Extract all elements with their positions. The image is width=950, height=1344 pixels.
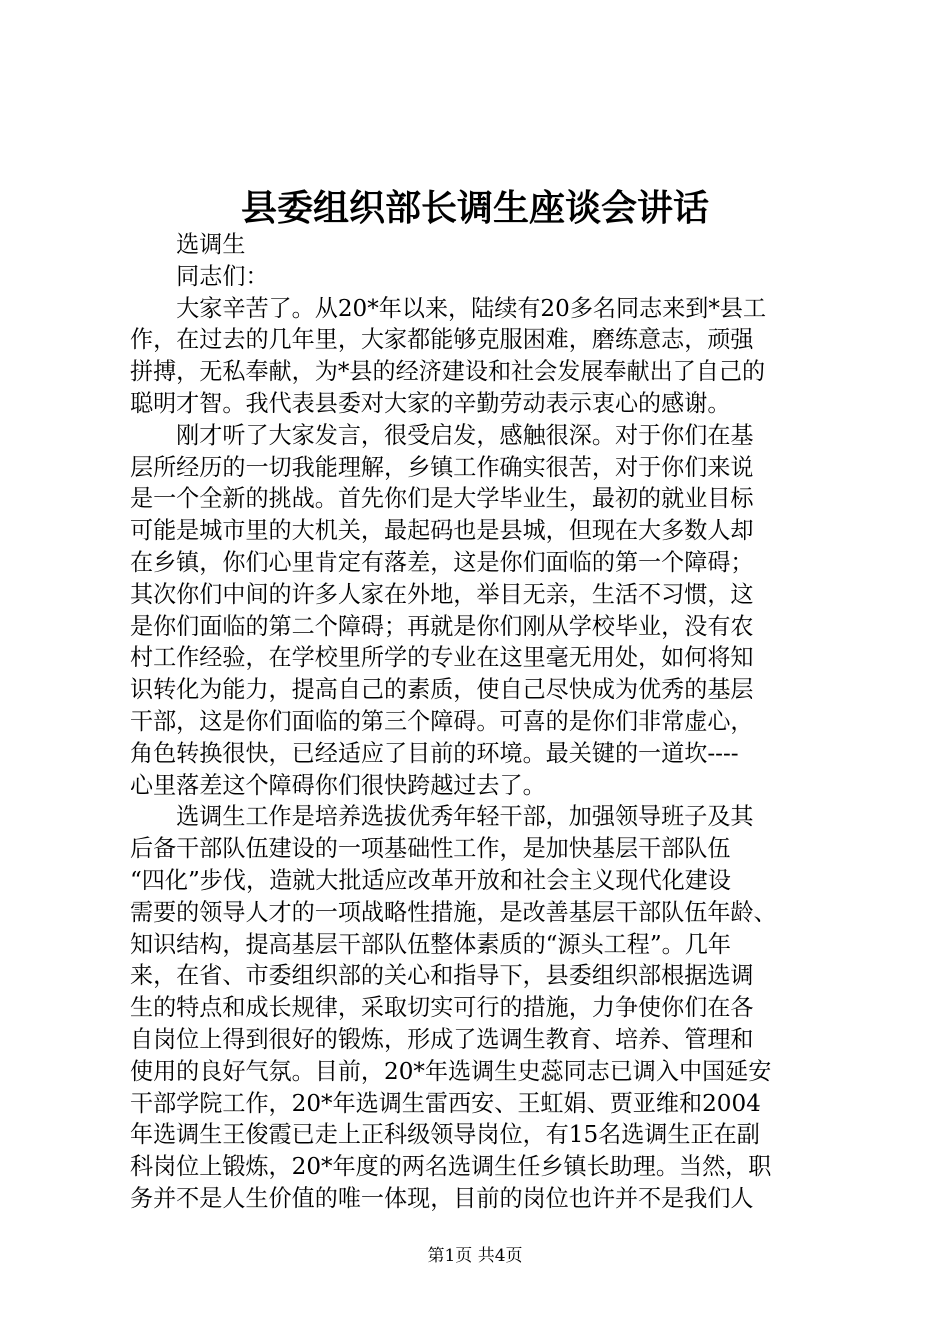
document-title: 县委组织部长调生座谈会讲话 — [240, 187, 709, 229]
page-footer: 第1页 共4页 — [427, 1246, 523, 1266]
body-line: 在乡镇，你们心里肯定有落差，这是你们面临的第一个障碍； — [130, 549, 754, 576]
body-line: 心里落差这个障碍你们很快跨越过去了。 — [130, 772, 546, 799]
body-line: 层所经历的一切我能理解，乡镇工作确实很苦，对于你们来说 — [130, 454, 754, 481]
body-line: 自岗位上得到很好的锻炼，形成了选调生教育、培养、管理和 — [130, 1026, 754, 1053]
document-body — [130, 230, 830, 1216]
body-line: 需要的领导人才的一项战略性措施，是改善基层干部队伍年龄、 — [130, 899, 777, 926]
body-line: 角色转换很快，已经适应了目前的环境。最关键的一道坎---- — [130, 740, 739, 767]
body-line: 可能是城市里的大机关，最起码也是县城，但现在大多数人却 — [130, 518, 754, 545]
body-line: 聪明才智。我代表县委对大家的辛勤劳动表示衷心的感谢。 — [130, 390, 731, 417]
body-line: 来，在省、市委组织部的关心和指导下，县委组织部根据选调 — [130, 963, 754, 990]
body-line: 生的特点和成长规律，采取切实可行的措施，力争使你们在各 — [130, 995, 754, 1022]
body-line: 使用的良好气氛。目前，20*年选调生史蕊同志已调入中国延安 — [130, 1058, 772, 1085]
body-line: 作，在过去的几年里，大家都能够克服困难，磨练意志，顽强 — [130, 327, 754, 354]
body-line: 选调生 — [130, 232, 246, 258]
body-line: “四化”步伐，造就大批适应改革开放和社会主义现代化建设 — [130, 867, 731, 894]
body-line: 大家辛苦了。从20*年以来，陆续有20多名同志来到*县工 — [130, 295, 767, 322]
body-line: 拼搏，无私奉献，为*县的经济建设和社会发展奉献出了自己的 — [130, 359, 766, 386]
body-line: 年选调生王俊霞已走上正科级领导岗位，有15名选调生正在副 — [130, 1122, 760, 1149]
body-line: 选调生工作是培养选拔优秀年轻干部，加强领导班子及其 — [130, 804, 754, 831]
body-line: 是你们面临的第二个障碍；再就是你们刚从学校毕业，没有农 — [130, 613, 754, 640]
body-line: 刚才听了大家发言，很受启发，感触很深。对于你们在基 — [130, 422, 754, 449]
body-line: 同志们： — [130, 263, 269, 290]
body-line: 务并不是人生价值的唯一体现，目前的岗位也许并不是我们人 — [130, 1185, 754, 1212]
body-line: 干部，这是你们面临的第三个障碍。可喜的是你们非常虚心， — [130, 708, 754, 735]
body-line: 村工作经验，在学校里所学的专业在这里毫无用处，如何将知 — [130, 645, 754, 672]
body-line: 其次你们中间的许多人家在外地，举目无亲，生活不习惯，这 — [130, 581, 754, 608]
body-line: 科岗位上锻炼，20*年度的两名选调生任乡镇长助理。当然，职 — [130, 1154, 772, 1181]
body-line: 是一个全新的挑战。首先你们是大学毕业生，最初的就业目标 — [130, 486, 754, 513]
body-line: 识转化为能力，提高自己的素质，使自己尽快成为优秀的基层 — [130, 677, 754, 704]
body-line: 干部学院工作，20*年选调生雷西安、王虹娟、贾亚维和2004 — [130, 1090, 761, 1117]
body-line: 后备干部队伍建设的一项基础性工作，是加快基层干部队伍 — [130, 836, 731, 863]
body-line: 知识结构，提高基层干部队伍整体素质的“源头工程”。几年 — [130, 931, 731, 958]
